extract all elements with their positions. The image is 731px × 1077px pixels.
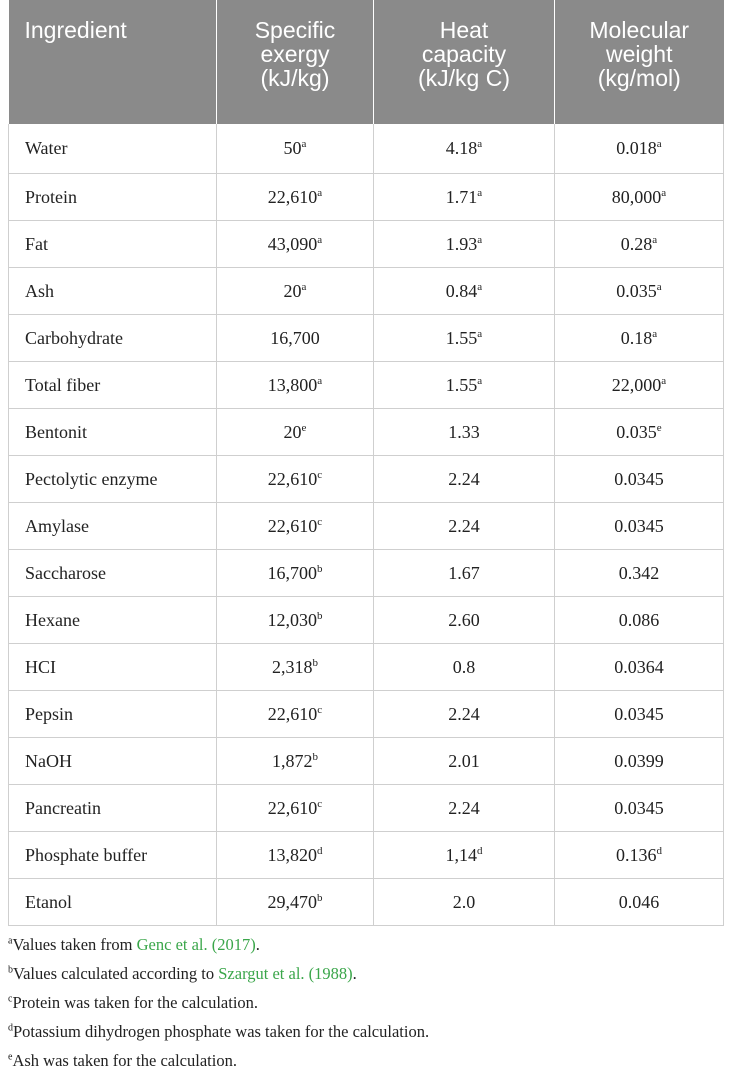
cell-value: 22,610: [267, 703, 318, 724]
ingredient-cell: [9, 268, 217, 315]
footnote-marker: a: [652, 327, 658, 340]
table-row: [9, 221, 724, 268]
heat-capacity-cell: [374, 644, 555, 691]
cell-value: 1,14: [445, 844, 477, 865]
cell-value: 43,090: [267, 233, 318, 254]
ingredient-cell: [9, 409, 217, 456]
cell-value: 0.0345: [614, 515, 664, 536]
table-row: [9, 124, 724, 174]
footnote-marker: a: [477, 280, 483, 293]
footnote-marker: a: [317, 374, 323, 387]
ingredient-cell: [9, 597, 217, 644]
ingredient-table: [8, 0, 724, 926]
molecular-weight-cell: [555, 832, 724, 879]
cell-value: Etanol: [25, 891, 72, 912]
specific-exergy-cell: [217, 785, 374, 832]
footnote-c: [8, 990, 723, 1019]
ingredient-cell: [9, 456, 217, 503]
header-line: capacity: [421, 41, 507, 67]
molecular-weight-cell: [555, 785, 724, 832]
cell-value: 2.24: [448, 515, 480, 536]
cell-value: 20: [283, 421, 302, 442]
footnote-marker: a: [656, 280, 662, 293]
footnote-marker: a: [477, 327, 483, 340]
footnote-marker: b: [317, 562, 323, 575]
cell-value: Protein: [25, 186, 77, 207]
footnote-text: Ash was taken for the calculation.: [12, 1051, 237, 1070]
specific-exergy-cell: [217, 597, 374, 644]
ingredient-cell: [9, 738, 217, 785]
specific-exergy-cell: [217, 456, 374, 503]
cell-value: 50: [283, 138, 302, 158]
molecular-weight-cell: [555, 315, 724, 362]
molecular-weight-cell: [555, 221, 724, 268]
footnote-marker: a: [301, 138, 307, 150]
specific-exergy-cell: [217, 832, 374, 879]
header-line: exergy: [260, 41, 330, 67]
header-line: weight: [606, 41, 673, 67]
footnote-marker: c: [317, 468, 323, 481]
specific-exergy-cell: [217, 315, 374, 362]
footnote-marker: b: [312, 750, 318, 763]
table-container: [8, 0, 723, 1077]
cell-value: Hexane: [25, 609, 80, 630]
cell-value: 0.0345: [614, 703, 664, 724]
footnotes: [8, 932, 723, 1077]
cell-value: Carbohydrate: [25, 327, 123, 348]
table-row: [9, 879, 724, 926]
specific-exergy-cell: [217, 691, 374, 738]
cell-value: 0.035: [616, 280, 657, 301]
cell-value: 2.24: [448, 468, 480, 489]
footnote-text: Protein was taken for the calculation.: [12, 993, 259, 1012]
cell-value: HCI: [25, 656, 56, 677]
footnote-marker: c: [317, 797, 323, 810]
heat-capacity-cell: [374, 362, 555, 409]
reference-link[interactable]: Genc et al. (2017): [136, 935, 256, 954]
footnote-marker: a: [652, 233, 658, 246]
molecular-weight-cell: [555, 550, 724, 597]
ingredient-cell: [9, 785, 217, 832]
header-line: (kJ/kg): [260, 65, 330, 91]
footnote-marker: e: [301, 421, 307, 434]
header-line: Specific: [254, 17, 336, 43]
heat-capacity-cell: [374, 409, 555, 456]
cell-value: 16,700: [270, 327, 320, 348]
cell-value: 12,030: [267, 609, 317, 630]
ingredient-cell: [9, 174, 217, 221]
footnote-b: [8, 961, 723, 990]
specific-exergy-cell: [217, 738, 374, 785]
cell-value: 22,000: [611, 374, 662, 395]
heat-capacity-cell: [374, 738, 555, 785]
cell-value: 2.01: [448, 750, 480, 771]
header-molecular-weight: [555, 0, 724, 124]
footnote-mark: c: [8, 993, 13, 1005]
cell-value: 1,872: [272, 750, 313, 771]
table-row: [9, 832, 724, 879]
table-row: [9, 409, 724, 456]
cell-value: Fat: [25, 233, 49, 254]
specific-exergy-cell: [217, 174, 374, 221]
cell-value: 1.93: [445, 233, 478, 254]
heat-capacity-cell: [374, 221, 555, 268]
cell-value: 0.0399: [614, 750, 664, 771]
cell-value: 2.24: [448, 797, 480, 818]
cell-value: 1.67: [448, 562, 480, 583]
heat-capacity-cell: [374, 879, 555, 926]
cell-value: 0.28: [620, 233, 653, 254]
cell-value: 16,700: [267, 562, 317, 583]
table-row: [9, 644, 724, 691]
footnote-marker: a: [477, 138, 483, 150]
footnote-marker: a: [317, 186, 323, 199]
molecular-weight-cell: [555, 879, 724, 926]
molecular-weight-cell: [555, 174, 724, 221]
header-heat-capacity: [374, 0, 555, 124]
cell-value: Pectolytic enzyme: [25, 468, 158, 489]
molecular-weight-cell: [555, 644, 724, 691]
heat-capacity-cell: [374, 315, 555, 362]
heat-capacity-cell: [374, 550, 555, 597]
footnote-a: [8, 932, 723, 961]
ingredient-cell: [9, 362, 217, 409]
table-row: [9, 268, 724, 315]
footnote-marker: a: [477, 233, 483, 246]
table-row: [9, 597, 724, 644]
table-row: [9, 315, 724, 362]
molecular-weight-cell: [555, 409, 724, 456]
molecular-weight-cell: [555, 362, 724, 409]
molecular-weight-cell: [555, 124, 724, 174]
footnote-marker: a: [661, 374, 667, 387]
cell-value: Pancreatin: [25, 797, 101, 818]
table-row: [9, 174, 724, 221]
table-row: [9, 691, 724, 738]
cell-value: 1.55: [445, 374, 478, 395]
cell-value: Bentonit: [25, 421, 87, 442]
cell-value: Water: [25, 138, 68, 158]
specific-exergy-cell: [217, 268, 374, 315]
cell-value: 0.035: [616, 421, 657, 442]
heat-capacity-cell: [374, 503, 555, 550]
cell-value: 1.33: [448, 421, 480, 442]
reference-link[interactable]: Szargut et al. (1988): [218, 964, 353, 983]
cell-value: 1.71: [445, 186, 478, 207]
table-row: [9, 550, 724, 597]
cell-value: NaOH: [25, 750, 72, 771]
cell-value: Saccharose: [25, 562, 106, 583]
cell-value: Total fiber: [25, 374, 101, 395]
cell-value: 0.18: [620, 327, 653, 348]
footnote-mark: b: [8, 964, 13, 976]
molecular-weight-cell: [555, 503, 724, 550]
footnote-marker: d: [477, 844, 483, 857]
table-row: [9, 456, 724, 503]
cell-value: 29,470: [267, 891, 317, 912]
footnote-marker: a: [477, 374, 483, 387]
cell-value: 0.086: [618, 609, 660, 630]
footnote-marker: a: [317, 233, 323, 246]
footnote-marker: a: [301, 280, 307, 293]
heat-capacity-cell: [374, 268, 555, 315]
cell-value: 22,610: [267, 797, 318, 818]
footnote-marker: d: [317, 844, 323, 857]
footnote-marker: c: [317, 703, 323, 716]
footnote-d: [8, 1019, 723, 1048]
cell-value: 2,318: [272, 656, 313, 677]
footnote-marker: a: [656, 138, 662, 150]
cell-value: 80,000: [611, 186, 662, 207]
ingredient-cell: [9, 832, 217, 879]
ingredient-cell: [9, 691, 217, 738]
cell-value: 13,820: [267, 844, 317, 865]
heat-capacity-cell: [374, 456, 555, 503]
ingredient-cell: [9, 503, 217, 550]
table-header: [9, 0, 724, 124]
cell-value: 22,610: [267, 186, 318, 207]
cell-value: 0.8: [452, 656, 476, 677]
ingredient-cell: [9, 124, 217, 174]
table-row: [9, 785, 724, 832]
footnote-mark: a: [8, 935, 13, 947]
cell-value: 2.60: [448, 609, 480, 630]
specific-exergy-cell: [217, 362, 374, 409]
cell-value: 0.84: [445, 280, 478, 301]
cell-value: 0.136: [616, 844, 657, 865]
cell-value: Phosphate buffer: [25, 844, 148, 865]
molecular-weight-cell: [555, 597, 724, 644]
ingredient-cell: [9, 315, 217, 362]
header-line: Heat: [439, 17, 489, 43]
table-body: [9, 124, 724, 926]
footnote-text: Values taken from: [12, 935, 137, 954]
header-specific-exergy: [217, 0, 374, 124]
footnote-marker: e: [656, 421, 662, 434]
table-row: [9, 738, 724, 785]
cell-value: 0.0345: [614, 797, 664, 818]
heat-capacity-cell: [374, 785, 555, 832]
specific-exergy-cell: [217, 644, 374, 691]
cell-value: 0.0345: [614, 468, 664, 489]
cell-value: 22,610: [267, 515, 318, 536]
header-ingredient: [9, 0, 217, 124]
header-line: (kg/mol): [597, 65, 681, 91]
ingredient-cell: [9, 879, 217, 926]
cell-value: 13,800: [267, 374, 318, 395]
specific-exergy-cell: [217, 221, 374, 268]
heat-capacity-cell: [374, 174, 555, 221]
cell-value: 2.0: [452, 891, 476, 912]
heat-capacity-cell: [374, 597, 555, 644]
footnote-marker: a: [661, 186, 667, 199]
footnote-marker: b: [317, 609, 323, 622]
footnote-marker: b: [312, 656, 318, 669]
cell-value: 0.046: [618, 891, 660, 912]
specific-exergy-cell: [217, 550, 374, 597]
header-row: [9, 0, 724, 124]
heat-capacity-cell: [374, 124, 555, 174]
footnote-marker: d: [656, 844, 662, 857]
specific-exergy-cell: [217, 124, 374, 174]
cell-value: Ash: [25, 280, 55, 301]
cell-value: 4.18: [445, 138, 478, 158]
specific-exergy-cell: [217, 409, 374, 456]
footnote-punctuation: .: [352, 964, 357, 983]
molecular-weight-cell: [555, 268, 724, 315]
footnote-marker: a: [477, 186, 483, 199]
footnote-marker: b: [317, 891, 323, 904]
cell-value: 20: [283, 280, 302, 301]
molecular-weight-cell: [555, 738, 724, 785]
footnote-text: Values calculated according to: [13, 964, 219, 983]
table-row: [9, 503, 724, 550]
cell-value: 0.0364: [614, 656, 664, 677]
cell-value: Pepsin: [25, 703, 74, 724]
footnote-e: [8, 1048, 723, 1077]
header-line: (kJ/kg C): [418, 65, 510, 91]
header-line: Molecular: [589, 17, 690, 43]
footnote-text: Potassium dihydrogen phosphate was taken for the calculation.: [13, 1022, 430, 1041]
cell-value: 1.55: [445, 327, 478, 348]
specific-exergy-cell: [217, 503, 374, 550]
footnote-punctuation: .: [255, 935, 260, 954]
heat-capacity-cell: [374, 691, 555, 738]
footnote-mark: e: [8, 1051, 13, 1063]
header-line: Ingredient: [24, 17, 127, 43]
footnote-mark: d: [8, 1022, 13, 1034]
heat-capacity-cell: [374, 832, 555, 879]
specific-exergy-cell: [217, 879, 374, 926]
cell-value: 22,610: [267, 468, 318, 489]
cell-value: 0.018: [616, 138, 657, 158]
cell-value: 2.24: [448, 703, 480, 724]
ingredient-cell: [9, 550, 217, 597]
molecular-weight-cell: [555, 456, 724, 503]
table-row: [9, 362, 724, 409]
cell-value: Amylase: [25, 515, 89, 536]
ingredient-cell: [9, 644, 217, 691]
footnote-marker: c: [317, 515, 323, 528]
ingredient-cell: [9, 221, 217, 268]
molecular-weight-cell: [555, 691, 724, 738]
cell-value: 0.342: [618, 562, 660, 583]
